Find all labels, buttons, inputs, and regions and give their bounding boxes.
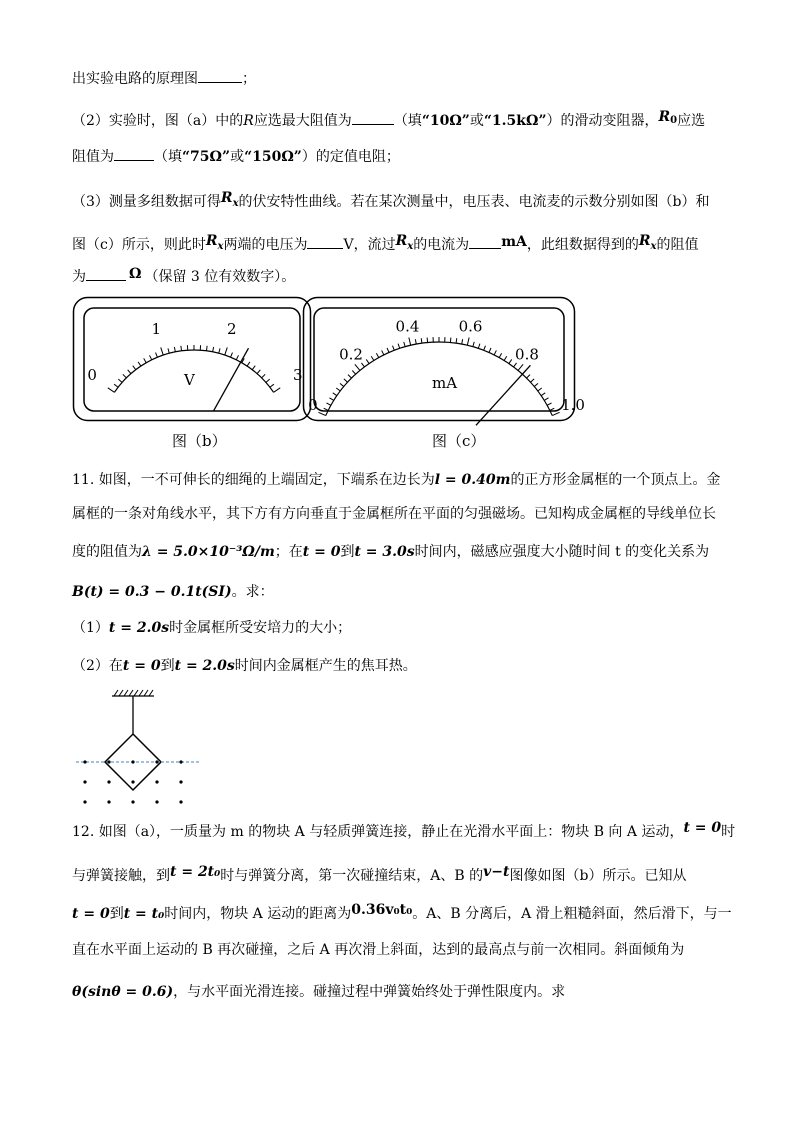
text-span: ，此组数据得到的 [526, 237, 639, 253]
scale-tick [541, 393, 545, 396]
q12-line-2 [72, 866, 686, 886]
scale-tick [518, 364, 523, 370]
math-expr: 0.36v₀t₀ [351, 902, 413, 918]
text-line-3 [72, 146, 400, 167]
math-expr: t = 0 [72, 906, 110, 922]
math-value: “75Ω” [182, 149, 231, 165]
unit-label-v: V [184, 371, 195, 389]
math-symbol: R [658, 109, 671, 125]
text-span: 直在水平面上运动的 B 再次碰撞，之后 A 再次滑上斜面，达到的最高点与前一次相同。斜面倾角为 [72, 942, 685, 958]
scale-tick [161, 347, 164, 355]
q12-line-5 [72, 982, 565, 1002]
scale-tick [156, 353, 158, 358]
text-line-4 [72, 192, 710, 218]
text-span: 时与弹簧分离，第一次碰撞结束，A、B 的 [220, 868, 484, 884]
scale-label: 0 [87, 366, 97, 385]
text-span: V，流过 [343, 237, 396, 253]
scale-tick [236, 355, 238, 359]
scale-tick [456, 338, 457, 343]
scale-tick [544, 398, 548, 401]
milliammeter-needle [476, 365, 530, 425]
text-span: （保留 3 位有效数字）。 [144, 269, 296, 285]
answer-blank [198, 68, 242, 83]
scale-tick [538, 388, 542, 391]
scale-tick [415, 339, 416, 344]
scale-tick [266, 379, 270, 382]
scale-tick [344, 379, 348, 382]
math-symbol: R [395, 233, 408, 249]
scale-tick [366, 359, 369, 363]
scale-label: 2 [226, 320, 237, 339]
scale-tick [355, 364, 360, 370]
scale-tick [340, 383, 344, 386]
scale-tick [150, 355, 152, 359]
magnetic-field-dots [83, 760, 182, 803]
text-span: （3）测量多组数据可得 [72, 194, 221, 210]
scale-tick [473, 342, 474, 347]
q11-line-2 [72, 504, 716, 524]
scale-tick [206, 346, 207, 351]
scale-tick [219, 348, 220, 353]
scale-label: 1 [151, 320, 162, 339]
text-span: 的阻值 [656, 237, 699, 253]
text-span: 为 [72, 269, 86, 285]
text-span: 的电流为 [413, 237, 470, 253]
milliammeter-figure [302, 296, 585, 422]
scale-tick [225, 347, 228, 355]
scale-tick [352, 370, 355, 374]
scale-tick [509, 359, 512, 363]
scale-label: 1.0 [561, 395, 585, 414]
q11-part-2 [72, 656, 417, 676]
scale-tick [382, 350, 384, 354]
unit-label: mA [501, 234, 527, 250]
text-span: 图像如图（b）所示。已知从 [509, 868, 687, 884]
q12-line-1 [72, 822, 735, 842]
scale-tick [252, 366, 255, 370]
text-span: 与弹簧接触，到 [72, 868, 170, 884]
scale-tick [174, 347, 175, 352]
scale-tick [257, 370, 260, 374]
scale-tick [499, 353, 501, 357]
text-line-5 [72, 234, 698, 261]
text-span: 时金属框所受安培力的大小； [169, 620, 352, 636]
text-span: 时间内，物块 A 运动的距离为 [164, 906, 352, 922]
q12-line-4 [72, 940, 684, 960]
q11-line-1 [72, 470, 720, 490]
scale-tick [318, 412, 325, 415]
scale-tick [133, 366, 136, 370]
scale-tick [114, 384, 118, 387]
scale-tick [336, 388, 340, 391]
scale-tick [138, 362, 141, 366]
answer-blank [469, 234, 501, 249]
text-span: 到 [109, 906, 124, 922]
text-span: 。A、B 分离后，A 滑上粗糙斜面，然后滑下，与一 [412, 906, 732, 922]
math-expr: t = 2.0s [174, 658, 235, 674]
figure-caption-c: 图（c） [432, 432, 486, 450]
math-subscript: x [407, 240, 414, 252]
math-subscript: x [232, 197, 239, 209]
ceiling-hatch [114, 690, 153, 696]
text-span: 或 [469, 113, 484, 129]
scale-tick [118, 379, 122, 382]
scale-label: 3 [293, 366, 303, 385]
scale-tick [484, 346, 486, 351]
math-expr: B(t) = 0.3 − 0.1t(SI) [72, 584, 232, 600]
text-span: （1） [72, 620, 109, 636]
scale-tick [478, 344, 480, 349]
math-expr: t = t₀ [123, 906, 165, 922]
text-span: 时间内金属框产生的焦耳热。 [234, 658, 417, 674]
scale-tick [348, 375, 352, 379]
scale-tick [494, 350, 496, 354]
scale-tick [421, 338, 422, 343]
scale-tick [181, 346, 182, 351]
math-expr: v−t [483, 864, 510, 880]
scale-tick [270, 384, 274, 387]
unit-label-ma: mA [432, 374, 458, 392]
q11-line-4 [72, 582, 274, 602]
text-span: （2）实验时，图（a）中的 [72, 113, 244, 129]
figure-caption-b: 图（b） [172, 432, 227, 450]
text-span: （填 [393, 113, 422, 129]
math-expr: t = 0 [302, 544, 341, 560]
text-span: ，与水平面光滑连接。碰撞过程中弹簧始终处于弹性限度内。求 [173, 984, 566, 1000]
scale-tick [108, 388, 115, 392]
q11-part-1 [72, 618, 351, 638]
scale-tick [324, 408, 328, 410]
q11-line-3 [72, 542, 709, 562]
text-span: 阻值为 [72, 149, 114, 165]
answer-blank [86, 266, 126, 281]
q12-line-3 [72, 904, 732, 924]
scale-tick [128, 370, 131, 374]
text-span: 度的阻值为 [72, 544, 142, 560]
text-span: ）的定值电阻； [301, 149, 400, 165]
text-span: ）的滑动变阻器， [546, 113, 659, 129]
scale-tick [333, 393, 337, 396]
scale-tick [398, 344, 400, 349]
scale-tick [387, 348, 389, 353]
scale-tick [213, 347, 214, 352]
math-value: “1.5kΩ” [483, 113, 547, 129]
scale-tick [467, 337, 469, 345]
scale-tick [552, 412, 559, 415]
scale-tick [231, 353, 233, 358]
text-span: 应选 [677, 113, 706, 129]
scale-tick [404, 342, 405, 347]
math-value: “10Ω” [421, 113, 470, 129]
metal-frame-figure [72, 686, 212, 810]
text-span: 时间内，磁感应强度大小随时间 t 的变化关系为 [414, 544, 710, 560]
answer-blank [307, 234, 343, 249]
math-expr: λ = 5.0×10⁻³Ω/m [142, 544, 275, 560]
text-span: 或 [230, 149, 245, 165]
math-symbol: R [220, 190, 233, 206]
answer-blank [352, 110, 394, 125]
voltmeter-figure [72, 296, 312, 422]
math-subscript: x [650, 240, 657, 252]
scale-tick [326, 403, 330, 405]
scale-tick [247, 362, 250, 366]
math-symbol: R [205, 233, 218, 249]
scale-tick [330, 398, 334, 401]
answer-blank [114, 146, 154, 161]
scale-tick [393, 346, 395, 351]
scale-tick [547, 403, 551, 405]
math-subscript: x [217, 240, 224, 252]
math-value: “150Ω” [244, 149, 302, 165]
math-symbol: R [638, 233, 651, 249]
text-span: 的正方形金属框的一个顶点上。金 [510, 472, 721, 488]
text-span: 到 [160, 658, 175, 674]
text-span: 12. 如图（a），一质量为 m 的物块 A 与轻质弹簧连接，静止在光滑水平面上：物块 B 向 A 运动， [72, 824, 684, 840]
math-expr: t = 2.0s [108, 620, 170, 636]
math-subscript: 0 [670, 114, 678, 126]
scale-tick [371, 356, 374, 360]
scale-tick [274, 388, 281, 392]
math-expr: l = 0.40m [434, 472, 511, 488]
scale-tick [526, 375, 530, 379]
text-span: （2）在 [72, 658, 123, 674]
scale-tick [550, 408, 554, 410]
text-line-2 [72, 110, 705, 137]
scale-label: 0.2 [339, 345, 363, 364]
scale-tick [123, 374, 127, 378]
scale-tick [376, 353, 378, 357]
math-symbol: R [243, 113, 254, 129]
scale-tick [462, 339, 463, 344]
text-span: 时 [721, 824, 736, 840]
unit-label: Ω [129, 266, 142, 282]
text-span: ； [242, 71, 256, 87]
math-expr: t = 0 [683, 820, 722, 836]
scale-label: 0.4 [395, 317, 420, 336]
scale-tick [168, 348, 169, 353]
text-span: ；在 [274, 544, 303, 560]
text-span: 图（c）所示，则此时 [72, 237, 206, 253]
text-span: 。求： [231, 584, 274, 600]
scale-tick [504, 356, 507, 360]
scale-tick [489, 348, 491, 353]
text-span: 属框的一条对角线水平，其下方有方向垂直于金属框所在平面的匀强磁场。已知构成金属框的导线单位长 [72, 506, 716, 522]
text-span: 出实验电路的原理图 [72, 71, 198, 87]
text-span: 到 [340, 544, 355, 560]
math-expr: θ(sinθ = 0.6) [72, 984, 174, 1000]
text-span: （填 [154, 149, 182, 165]
scale-label: 0.6 [458, 317, 483, 336]
scale-tick [262, 374, 266, 378]
scale-label: 0 [308, 395, 318, 414]
text-span: 两端的电压为 [223, 237, 308, 253]
text-span: 应选最大阻值为 [253, 113, 352, 129]
text-line-1 [72, 68, 256, 89]
math-expr: t = 2t₀ [170, 864, 221, 880]
text-line-6 [72, 266, 295, 287]
scale-tick [530, 379, 534, 382]
scale-label: 0.8 [515, 345, 539, 364]
text-span: 11. 如图，一不可伸长的细绳的上端固定，下端系在边长为 [72, 472, 435, 488]
scale-tick [409, 337, 411, 345]
math-expr: t = 3.0s [354, 544, 415, 560]
scale-tick [534, 383, 538, 386]
math-expr: t = 0 [122, 658, 161, 674]
scale-tick [144, 358, 146, 362]
text-span: 的伏安特性曲线。若在某次测量中，电压表、电流麦的示数分别如图（b）和 [238, 194, 710, 210]
